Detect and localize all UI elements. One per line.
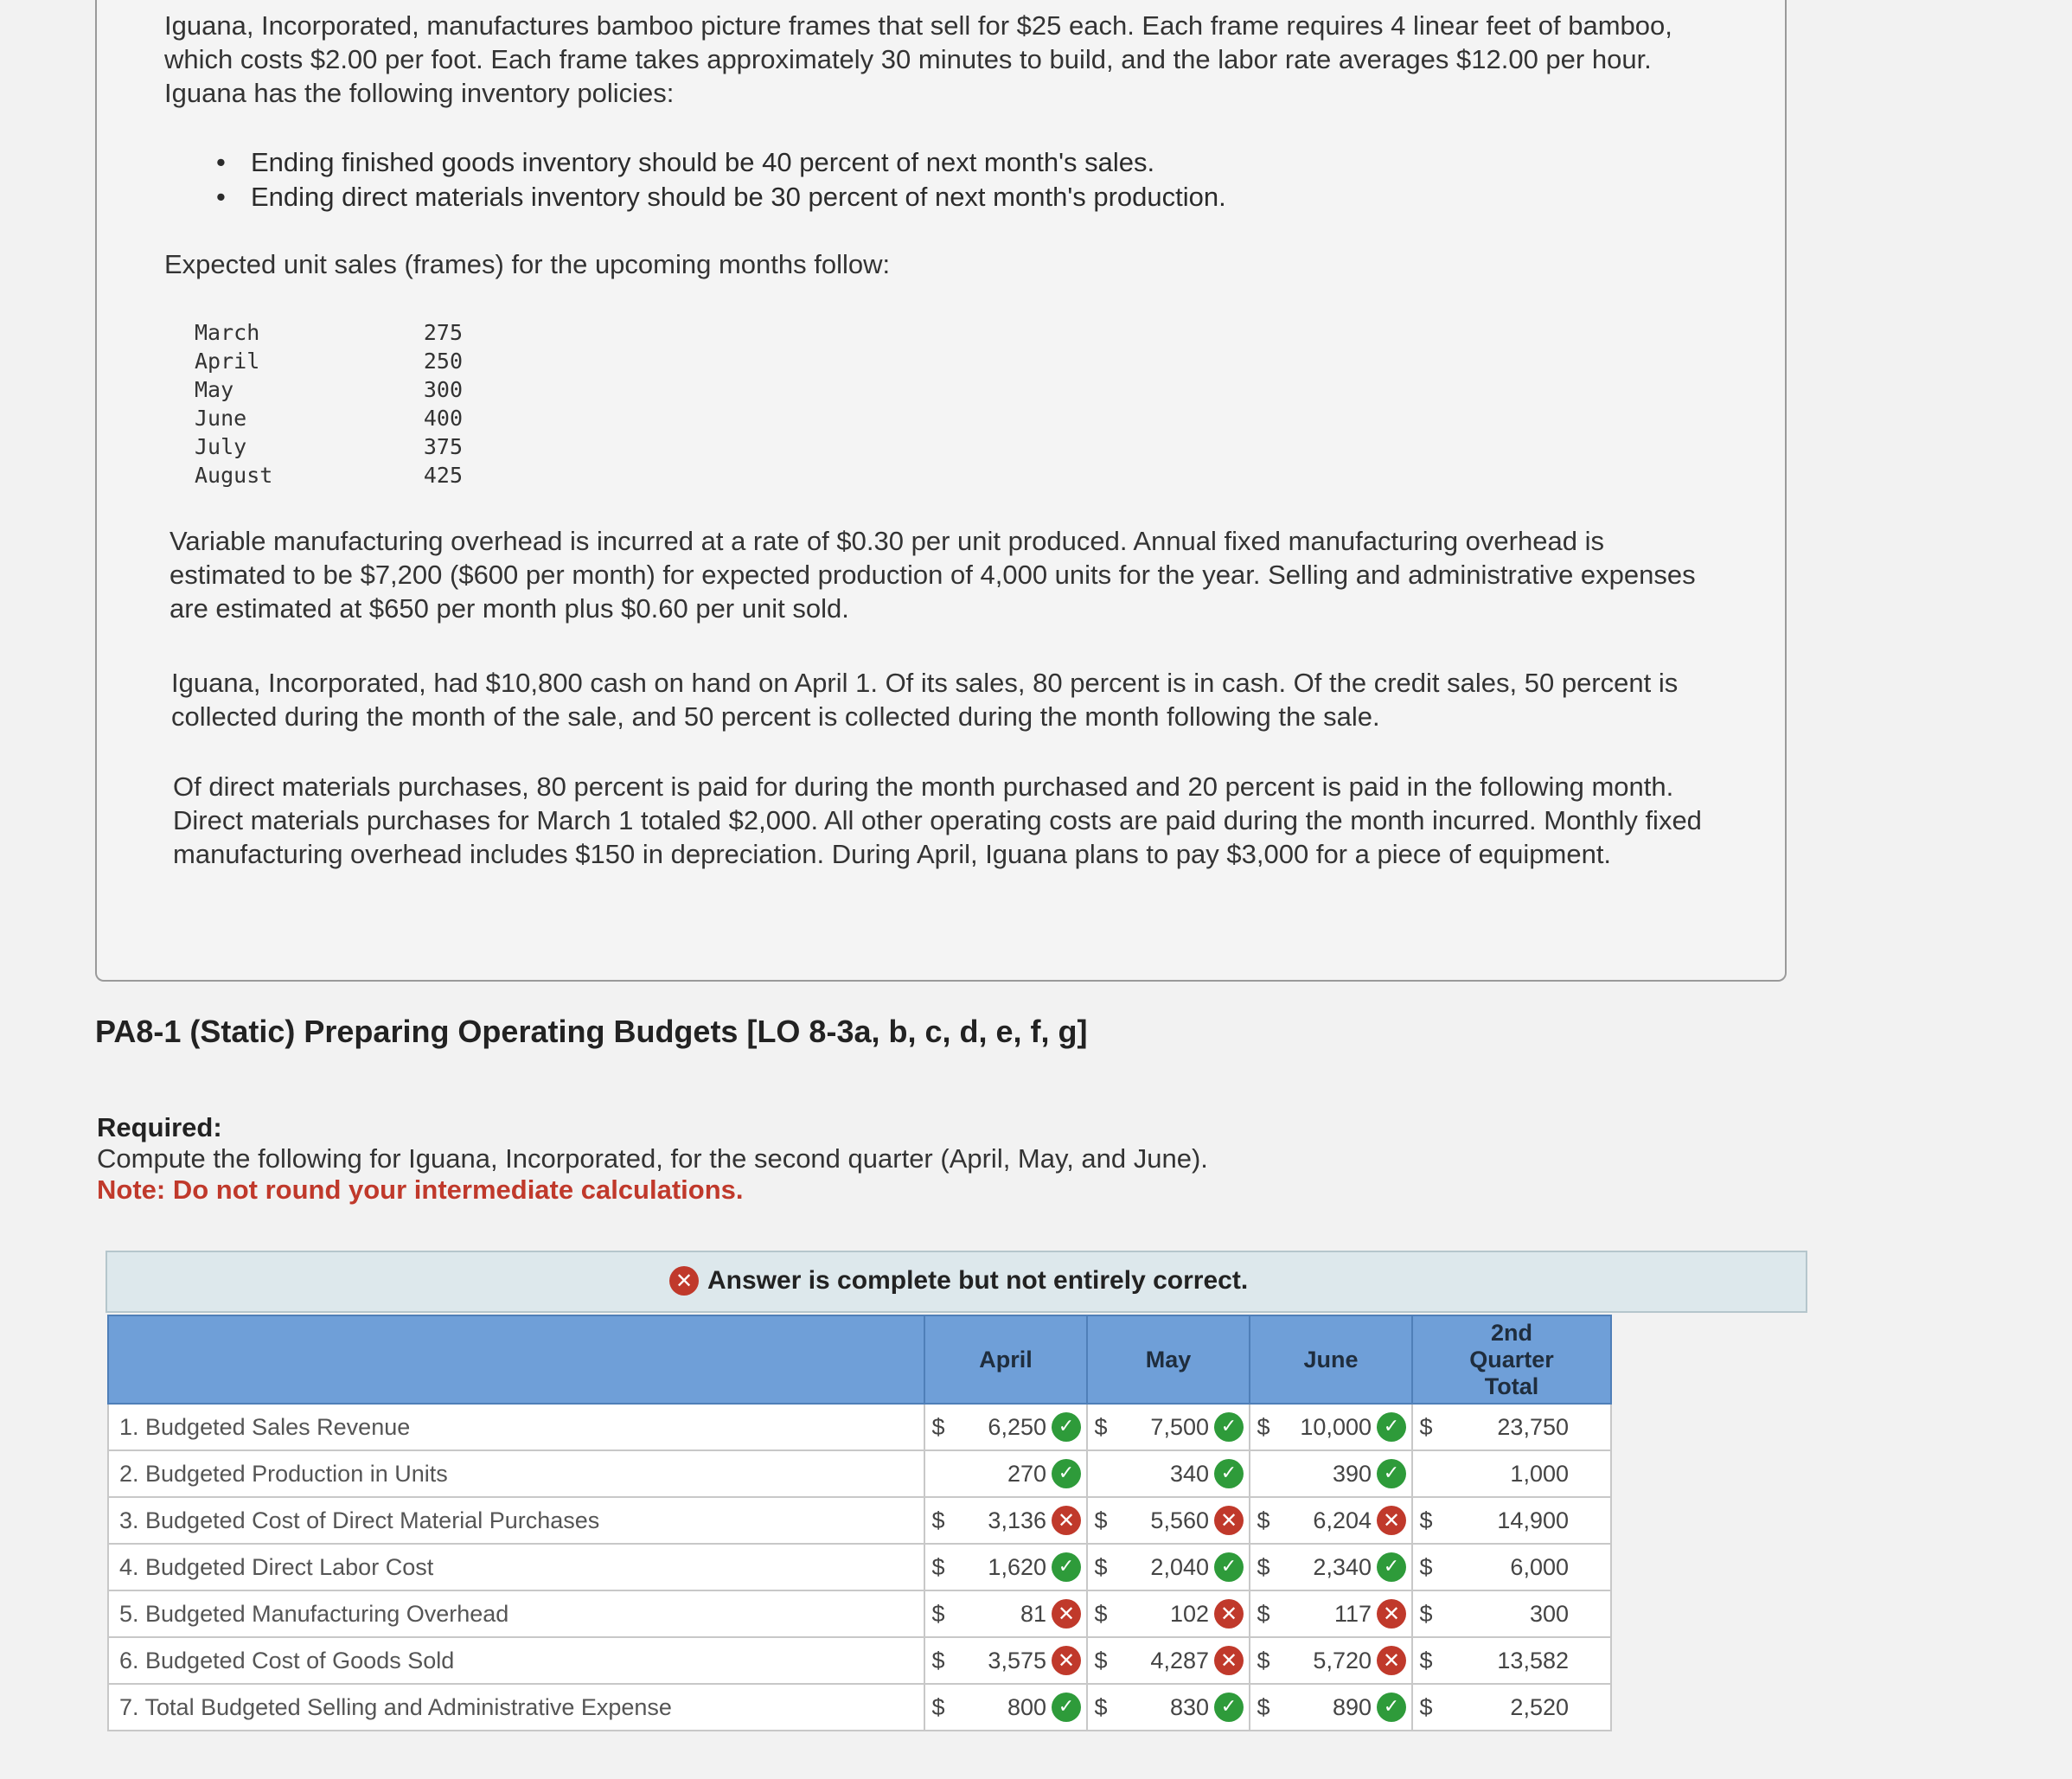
- june-value-cell[interactable]: [1276, 1404, 1412, 1450]
- x-circle-icon: ✕: [1377, 1646, 1406, 1675]
- currency-symbol: $: [1412, 1684, 1439, 1731]
- currency-symbol: $: [924, 1497, 951, 1544]
- currency-symbol: $: [1087, 1497, 1114, 1544]
- header-may: May: [1087, 1315, 1250, 1404]
- may-value-cell[interactable]: [1114, 1684, 1250, 1731]
- total-value-cell: [1439, 1544, 1611, 1590]
- x-circle-icon: ✕: [1214, 1506, 1244, 1535]
- total-value-cell: [1439, 1450, 1611, 1497]
- june-value: 390: [1332, 1460, 1372, 1487]
- currency-symbol: $: [1250, 1497, 1276, 1544]
- april-value: 6,250: [988, 1413, 1046, 1440]
- check-circle-icon: ✓: [1214, 1459, 1244, 1488]
- check-circle-icon: ✓: [1214, 1412, 1244, 1442]
- currency-symbol: [924, 1450, 951, 1497]
- total-value: 300: [1529, 1601, 1569, 1628]
- april-value-cell[interactable]: [951, 1637, 1087, 1684]
- total-value: 23,750: [1497, 1414, 1569, 1441]
- currency-symbol: [1412, 1450, 1439, 1497]
- cash-paragraph: Iguana, Incorporated, had $10,800 cash on hand on April 1. Of its sales, 80 percent is in cash. Of the credit sales, 50 percent is collected during the month of the sale, and 50 percent is collected during the month following the sale.: [171, 668, 1679, 732]
- overhead-paragraph: Variable manufacturing overhead is incurred at a rate of $0.30 per unit produced. Annual fixed manufacturing overhead is estimated to be $7,200 ($600 per month) for expected production of 4,000 units for the year. Selling and administrative expenses are estimated at $650 per month plus $0.60 per unit sold.: [169, 526, 1696, 624]
- check-circle-icon: ✓: [1052, 1693, 1081, 1722]
- june-value: 6,204: [1313, 1507, 1372, 1533]
- x-circle-icon: ✕: [669, 1266, 699, 1296]
- purchases-paragraph: Of direct materials purchases, 80 percent is paid for during the month purchased and 20 percent is paid in the following month. Direct materials purchases for March 1 totaled $2,000. All other operating costs are paid during the month incurred. Monthly fixed manufacturing overhead includes $150 in depreciation. During April, Iguana plans to pay $3,000 for a piece of equipment.: [173, 771, 1702, 869]
- table-row: [108, 1497, 1611, 1544]
- total-value: 14,900: [1497, 1507, 1569, 1534]
- intro-paragraph: Iguana, Incorporated, manufactures bamboo picture frames that sell for $25 each. Each frame requires 4 linear feet of bamboo, which costs $2.00 per foot. Each frame takes approximately 30 minutes to build, and the labor rate averages $12.00 per hour. Iguana has the following inventory policies:: [164, 10, 1672, 108]
- april-value-cell[interactable]: [951, 1497, 1087, 1544]
- table-row: [108, 1590, 1611, 1637]
- row-label: 1. Budgeted Sales Revenue: [108, 1404, 924, 1450]
- currency-symbol: $: [1412, 1637, 1439, 1684]
- header-april: April: [924, 1315, 1087, 1404]
- header-june: June: [1250, 1315, 1412, 1404]
- x-circle-icon: ✕: [1052, 1506, 1081, 1535]
- may-value: 340: [1169, 1460, 1209, 1487]
- june-value-cell[interactable]: [1276, 1450, 1412, 1497]
- check-circle-icon: ✓: [1214, 1552, 1244, 1582]
- april-value: 800: [1007, 1693, 1046, 1720]
- june-value-cell[interactable]: [1276, 1544, 1412, 1590]
- may-value: 7,500: [1150, 1413, 1209, 1440]
- june-value: 890: [1332, 1693, 1372, 1720]
- total-value-cell: [1439, 1684, 1611, 1731]
- table-row: [108, 1450, 1611, 1497]
- check-circle-icon: ✓: [1377, 1552, 1406, 1582]
- total-value-cell: [1439, 1497, 1611, 1544]
- currency-symbol: [1087, 1450, 1114, 1497]
- problem-heading: PA8-1 (Static) Preparing Operating Budgets [LO 8-3a, b, c, d, e, f, g]: [95, 1014, 1088, 1049]
- currency-symbol: $: [1087, 1544, 1114, 1590]
- currency-symbol: [1250, 1450, 1276, 1497]
- check-circle-icon: ✓: [1377, 1693, 1406, 1722]
- currency-symbol: $: [1087, 1590, 1114, 1637]
- june-value-cell[interactable]: [1276, 1637, 1412, 1684]
- x-circle-icon: ✕: [1214, 1646, 1244, 1675]
- currency-symbol: $: [924, 1404, 951, 1450]
- x-circle-icon: ✕: [1052, 1646, 1081, 1675]
- sales-row: May 300: [195, 377, 463, 402]
- may-value: 4,287: [1150, 1647, 1209, 1673]
- april-value-cell[interactable]: [951, 1404, 1087, 1450]
- table-row: [108, 1684, 1611, 1731]
- check-circle-icon: ✓: [1052, 1459, 1081, 1488]
- currency-symbol: $: [924, 1684, 951, 1731]
- total-value: 6,000: [1510, 1554, 1569, 1581]
- x-circle-icon: ✕: [1377, 1506, 1406, 1535]
- sales-row: March 275: [195, 320, 463, 345]
- may-value-cell[interactable]: [1114, 1637, 1250, 1684]
- april-value: 3,575: [988, 1647, 1046, 1673]
- required-text: Compute the following for Iguana, Incorporated, for the second quarter (April, May, and June).: [97, 1143, 1208, 1174]
- x-circle-icon: ✕: [1214, 1599, 1244, 1629]
- currency-symbol: $: [1412, 1497, 1439, 1544]
- april-value: 3,136: [988, 1507, 1046, 1533]
- header-quarter-total: 2nd Quarter Total: [1412, 1315, 1611, 1404]
- currency-symbol: $: [1250, 1590, 1276, 1637]
- table-row: [108, 1544, 1611, 1590]
- currency-symbol: $: [1087, 1404, 1114, 1450]
- x-circle-icon: ✕: [1377, 1599, 1406, 1629]
- sales-intro: Expected unit sales (frames) for the upcoming months follow:: [164, 249, 891, 279]
- may-value-cell[interactable]: [1114, 1590, 1250, 1637]
- may-value-cell[interactable]: [1114, 1497, 1250, 1544]
- june-value: 10,000: [1300, 1413, 1372, 1440]
- sales-row: April 250: [195, 349, 463, 374]
- table-header-row: [108, 1315, 1611, 1404]
- check-circle-icon: ✓: [1052, 1412, 1081, 1442]
- april-value-cell[interactable]: [951, 1590, 1087, 1637]
- currency-symbol: $: [1250, 1637, 1276, 1684]
- june-value: 2,340: [1313, 1553, 1372, 1580]
- june-value-cell[interactable]: [1276, 1497, 1412, 1544]
- table-row: [108, 1637, 1611, 1684]
- total-value: 13,582: [1497, 1648, 1569, 1674]
- april-value-cell[interactable]: [951, 1544, 1087, 1590]
- april-value: 1,620: [988, 1553, 1046, 1580]
- currency-symbol: $: [924, 1637, 951, 1684]
- may-value-cell[interactable]: [1114, 1544, 1250, 1590]
- check-circle-icon: ✓: [1377, 1412, 1406, 1442]
- answer-status-banner: [106, 1251, 1807, 1313]
- total-value-cell: [1439, 1404, 1611, 1450]
- total-value: 1,000: [1510, 1461, 1569, 1488]
- currency-symbol: $: [1250, 1544, 1276, 1590]
- june-value-cell[interactable]: [1276, 1590, 1412, 1637]
- may-value: 830: [1169, 1693, 1209, 1720]
- row-label: 2. Budgeted Production in Units: [108, 1450, 924, 1497]
- row-label: 6. Budgeted Cost of Goods Sold: [108, 1637, 924, 1684]
- currency-symbol: $: [1412, 1544, 1439, 1590]
- row-label: 4. Budgeted Direct Labor Cost: [108, 1544, 924, 1590]
- may-value: 102: [1169, 1600, 1209, 1627]
- row-label: 7. Total Budgeted Selling and Administrative Expense: [108, 1684, 924, 1731]
- sales-row: June 400: [195, 406, 463, 431]
- budget-table: [107, 1315, 1612, 1731]
- answer-status-text: Answer is complete but not entirely correct.: [707, 1266, 1249, 1295]
- total-value-cell: [1439, 1637, 1611, 1684]
- june-value: 5,720: [1313, 1647, 1372, 1673]
- required-label: Required:: [97, 1112, 222, 1142]
- currency-symbol: $: [1087, 1684, 1114, 1731]
- june-value-cell[interactable]: [1276, 1684, 1412, 1731]
- april-value: 270: [1007, 1460, 1046, 1487]
- may-value: 2,040: [1150, 1553, 1209, 1580]
- sales-row: July 375: [195, 434, 463, 459]
- currency-symbol: $: [1087, 1637, 1114, 1684]
- may-value-cell[interactable]: [1114, 1404, 1250, 1450]
- policy-item: • Ending finished goods inventory should be 40 percent of next month's sales.: [216, 145, 1226, 180]
- june-value: 117: [1333, 1600, 1372, 1627]
- header-label-column: [108, 1315, 924, 1404]
- row-label: 5. Budgeted Manufacturing Overhead: [108, 1590, 924, 1637]
- may-value-cell[interactable]: [1114, 1450, 1250, 1497]
- currency-symbol: $: [1412, 1590, 1439, 1637]
- currency-symbol: $: [924, 1590, 951, 1637]
- sales-row: August 425: [195, 463, 463, 488]
- table-row: [108, 1404, 1611, 1450]
- row-label: 3. Budgeted Cost of Direct Material Purchases: [108, 1497, 924, 1544]
- april-value: 81: [1020, 1600, 1046, 1627]
- check-circle-icon: ✓: [1052, 1552, 1081, 1582]
- currency-symbol: $: [1250, 1404, 1276, 1450]
- april-value-cell[interactable]: [951, 1450, 1087, 1497]
- currency-symbol: $: [1412, 1404, 1439, 1450]
- required-note: Note: Do not round your intermediate calculations.: [97, 1174, 744, 1205]
- total-value-cell: [1439, 1590, 1611, 1637]
- total-value: 2,520: [1510, 1694, 1569, 1721]
- currency-symbol: $: [924, 1544, 951, 1590]
- inventory-policies-list: [216, 145, 1226, 214]
- x-circle-icon: ✕: [1052, 1599, 1081, 1629]
- currency-symbol: $: [1250, 1684, 1276, 1731]
- may-value: 5,560: [1150, 1507, 1209, 1533]
- april-value-cell[interactable]: [951, 1684, 1087, 1731]
- policy-item: • Ending direct materials inventory should be 30 percent of next month's production.: [216, 180, 1226, 214]
- check-circle-icon: ✓: [1214, 1693, 1244, 1722]
- expected-sales-table: [195, 318, 463, 490]
- check-circle-icon: ✓: [1377, 1459, 1406, 1488]
